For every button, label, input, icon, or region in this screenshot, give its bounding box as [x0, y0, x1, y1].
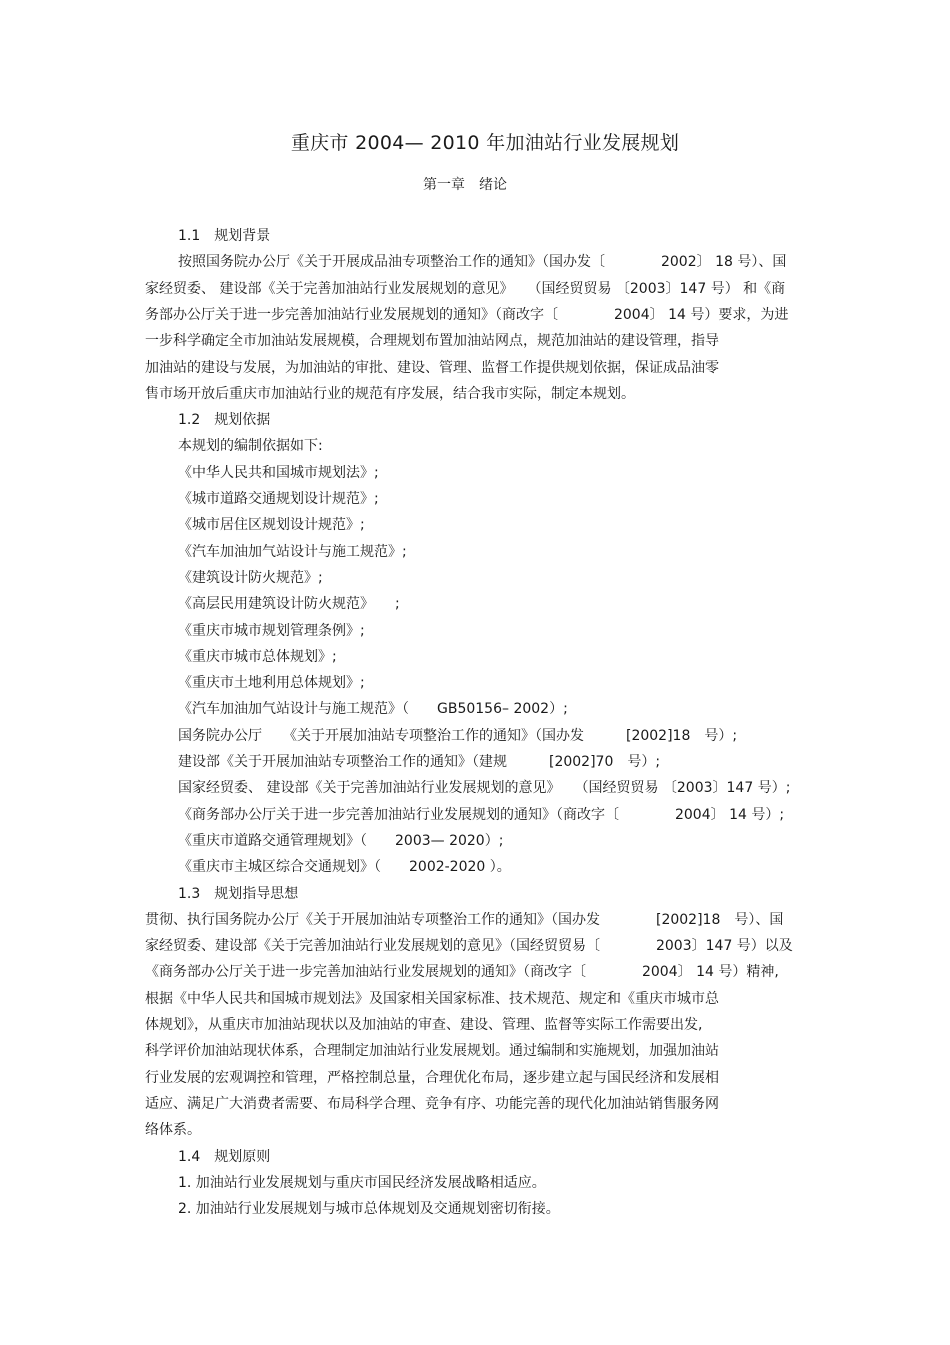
text-line: 《商务部办公厅关于进一步完善加油站行业发展规划的通知》（商改字〔 2004〕 14 号）精神,	[145, 964, 779, 980]
text-line: 《城市居住区规划设计规范》;	[178, 517, 365, 533]
text-line: 《重庆市城市总体规划》;	[178, 649, 337, 665]
text-line: 家经贸委、 建设部《关于完善加油站行业发展规划的意见》 （国经贸贸易 〔2003〕147 号） 和《商	[145, 281, 786, 297]
text-line: 《城市道路交通规划设计规范》;	[178, 491, 379, 507]
text-line: 《建筑设计防火规范》;	[178, 570, 323, 586]
text-line: 按照国务院办公厅《关于开展成品油专项整治工作的通知》（国办发〔 2002〕 18 号）、国	[178, 254, 787, 270]
text-line: 务部办公厅关于进一步完善加油站行业发展规划的通知》（商改字〔 2004〕 14 号）要求，为进	[145, 307, 789, 323]
text-line: 《商务部办公厅关于进一步完善加油站行业发展规划的通知》（商改字〔 2004〕 14 号）;	[178, 807, 785, 823]
chapter-heading: 第一章 绪论	[423, 177, 507, 193]
text-line: 2. 加油站行业发展规划与城市总体规划及交通规划密切衔接。	[178, 1201, 560, 1217]
text-line: 加油站的建设与发展，为加油站的审批、建设、管理、监督工作提供规划依据，保证成品油零	[145, 360, 719, 376]
text-line: 《汽车加油加气站设计与施工规范》（ GB50156– 2002）;	[178, 701, 568, 717]
text-line: 1. 加油站行业发展规划与重庆市国民经济发展战略相适应。	[178, 1175, 546, 1191]
text-line: 《高层民用建筑设计防火规范》 ;	[178, 596, 400, 612]
text-line: 络体系。	[145, 1122, 201, 1138]
text-line: 售市场开放后重庆市加油站行业的规范有序发展，结合我市实际，制定本规划。	[145, 386, 635, 402]
text-line: 国家经贸委、 建设部《关于完善加油站行业发展规划的意见》 （国经贸贸易 〔2003〕147 号）;	[178, 780, 791, 796]
text-line: 1.2 规划依据	[178, 412, 271, 428]
text-line: 1.4 规划原则	[178, 1149, 271, 1165]
text-line: 《重庆市主城区综合交通规划》（ 2002-2020 ）。	[178, 859, 511, 875]
text-line: 《中华人民共和国城市规划法》;	[178, 465, 379, 481]
text-line: 《重庆市城市规划管理条例》;	[178, 623, 365, 639]
text-line: 适应、满足广大消费者需要、布局科学合理、竞争有序、功能完善的现代化加油站销售服务网	[145, 1096, 719, 1112]
text-line: 《重庆市土地利用总体规划》;	[178, 675, 365, 691]
text-line: 体规划》，从重庆市加油站现状以及加油站的审查、建设、管理、监督等实际工作需要出发,	[145, 1017, 703, 1033]
text-line: 家经贸委、建设部《关于完善加油站行业发展规划的意见》（国经贸贸易〔 2003〕147 号）以及	[145, 938, 793, 954]
text-line: 国务院办公厅 《关于开展加油站专项整治工作的通知》（国办发 [2002]18 号）;	[178, 728, 738, 744]
text-line: 1.1 规划背景	[178, 228, 271, 244]
text-line: 一步科学确定全市加油站发展规模，合理规划布置加油站网点，规范加油站的建设管理，指导	[145, 333, 719, 349]
text-line: 《汽车加油加气站设计与施工规范》;	[178, 544, 407, 560]
text-line: 本规划的编制依据如下:	[178, 438, 323, 454]
document-title: 重庆市 2004— 2010 年加油站行业发展规划	[290, 132, 680, 154]
text-line: 贯彻、执行国务院办公厅《关于开展加油站专项整治工作的通知》（国办发 [2002]18 号）、国	[145, 912, 784, 928]
text-line: 《重庆市道路交通管理规划》（ 2003— 2020）;	[178, 833, 504, 849]
text-line: 1.3 规划指导思想	[178, 886, 299, 902]
text-line: 科学评价加油站现状体系，合理制定加油站行业发展规划。通过编制和实施规划，加强加油站	[145, 1043, 719, 1059]
text-line: 建设部《关于开展加油站专项整治工作的通知》（建规 [2002]70 号）;	[178, 754, 661, 770]
text-line: 根据《中华人民共和国城市规划法》及国家相关国家标准、技术规范、规定和《重庆市城市总	[145, 991, 719, 1007]
text-line: 行业发展的宏观调控和管理，严格控制总量，合理优化布局，逐步建立起与国民经济和发展相	[145, 1070, 719, 1086]
